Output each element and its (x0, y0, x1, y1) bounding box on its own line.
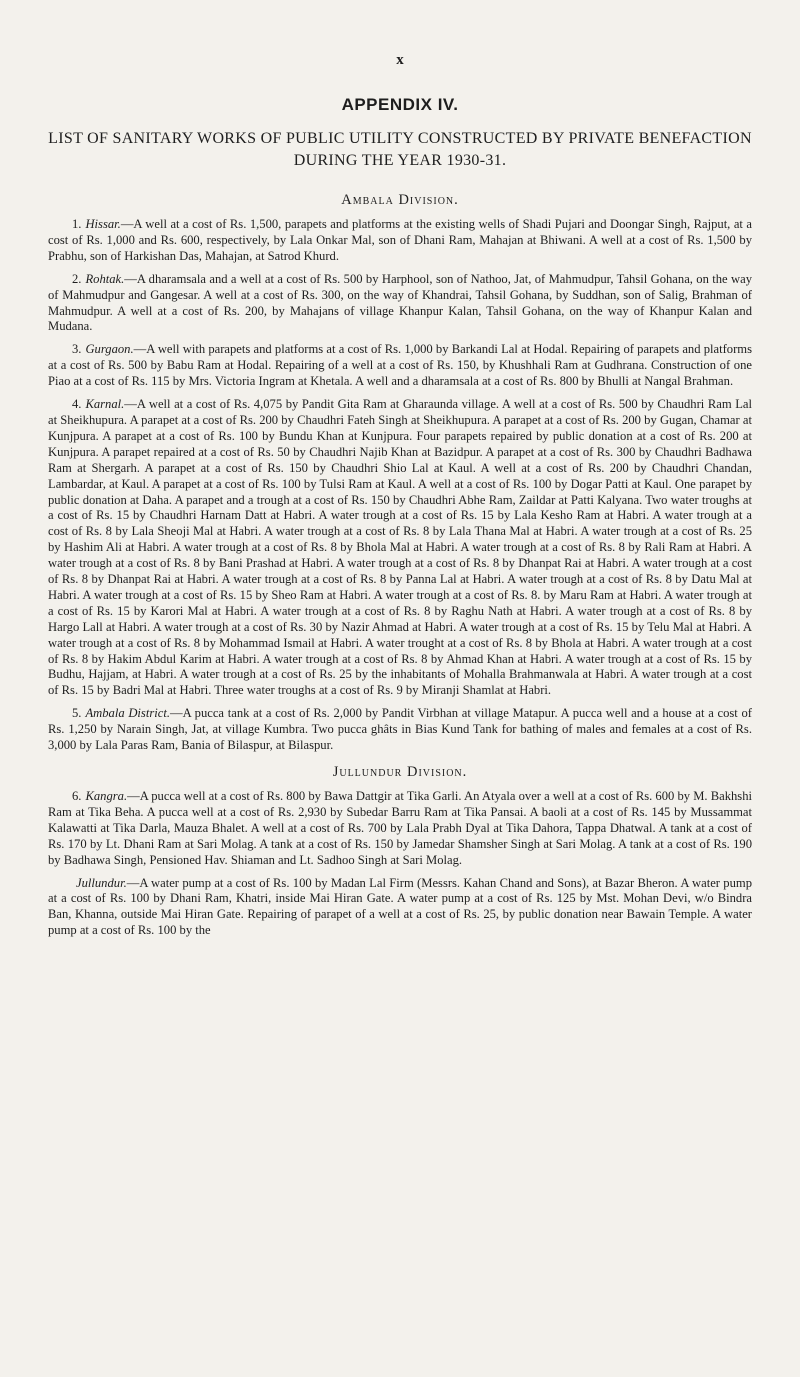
entry-text: —A well with parapets and platforms at a cost of Rs. 1,000 by Barkandi Lal at Hodal. Repairing of parapets and platforms at a cost of Rs. 500 by Babu Ram at Hodal. Repairing of a well at a cost of Rs. 150, by Khushhali Ram at Gudhrana. Construction of one Piao at a cost of Rs. 115 by Mrs. Victoria Ingram at Khetala. A well and a dharamsala at a cost of Rs. 800 by Bhulli at Nangal Brahman. (48, 342, 752, 389)
division-heading-jullundur: Jullundur Division. (332, 764, 468, 780)
district-name: Ambala District. (85, 706, 170, 721)
district-name: Kangra. (85, 789, 128, 803)
document-title: LIST OF SANITARY WORKS OF PUBLIC UTILITY CONSTRUCTED BY PRIVATE BENEFACTION DURING THE YEAR 1930-31. (48, 130, 752, 169)
district-name: Karnal. (85, 397, 125, 412)
entry-karnal (48, 397, 752, 699)
district-name: Gurgaon. (85, 342, 134, 357)
page-number: x (396, 52, 404, 68)
entry-text: —A pucca tank at a cost of Rs. 2,000 by Pandit Virbhan at village Matapur. A pucca well and a house at a cost of Rs. 1,250 by Narain Singh, Jat, at village Kumbra. Two pucca ghâts in Bias Kund Tank for bathing of males and females at a cost of Rs. 3,000 by Lala Paras Ram, Bania of Bilaspur, at Bilaspur. (48, 706, 752, 753)
district-name: Hissar. (85, 217, 121, 231)
entry-rohtak (48, 272, 752, 336)
entry-jullundur (48, 876, 752, 940)
entry-ambala-district (48, 706, 752, 754)
entry-number: 6. (72, 789, 82, 803)
appendix-heading: APPENDIX IV. (341, 95, 459, 114)
entry-number: 1. (72, 217, 82, 231)
entry-text: —A well at a cost of Rs. 1,500, parapets and platforms at the existing wells of Shadi Pujari and Doongar Singh, Rajput, at a cost of Rs. 1,000 and Rs. 600, respectively, by Lala Onkar Mal, son of Dhani Ram, Mahajan at Bhiwani. A well at a cost of Rs. 1,500 by Prabhu, son of Harkishan Das, Mahajan, at Satrod Khurd. (48, 217, 752, 263)
division-heading-ambala: Ambala Division. (341, 192, 459, 208)
entry-text: —A water pump at a cost of Rs. 100 by Madan Lal Firm (Messrs. Kahan Chand and Sons), at Bazar Bheron. A water pump at a cost of Rs. 100 by Dhani Ram, Khatri, inside Mai Hiran Gate. A water pump at a cost of Rs. 125 by Mst. Mohan Devi, w/o Bindra Ban, Khanna, outside Mai Hiran Gate. Repairing of parapet of a well at a cost of Rs. 25, by public donation near Bawain Temple. A water pump at a cost of Rs. 100 by the (48, 875, 752, 938)
entry-number: 4. (72, 397, 82, 412)
entry-hissar (48, 217, 752, 265)
entry-kangra (48, 789, 752, 869)
entry-text: —A well at a cost of Rs. 4,075 by Pandit Gita Ram at Gharaunda village. A well at a cost of Rs. 500 by Chaudhri Ram Lal at Sheikhupura. A parapet at a cost of Rs. 200 by Chaudhri Fateh Singh at Sheikhupura. A parapet at a cost of Rs. 200 by Gugan, Chamar at Kunjpura. A parapet at a cost of Rs. 100 by Bundu Khan at Kunjpura. Four parapets repaired by public donation at a cost of Rs. 200 at Kunjpura. A parapet repaired at a cost of Rs. 50 by Chaudhri Najib Khan at Bazidpur. A parapet at a cost of Rs. 300 by Chaudhri Badhawa Ram at Shergarh. A parapet at a cost of Rs. 150 by Chaudhri Shio Lal at Kaul. A well at a cost of Rs. 200 by Chaudhri Chandan, Lambardar, at Kaul. A parapet at a cost of Rs. 100 by Tulsi Ram at Kaul. A well at a cost of Rs. 100 by Dogar Patti at Kaul. One parapet by public donation at Daha. A parapet and a trough at a cost of Rs. 150 by Chaudhri Abhe Ram, Zaildar at Patti Kalyana. Two water troughs at a cost of Rs. 15 by Chaudhri Harnam Datt at Habri. A water trough at a cost of Rs. 15 by Lala Kesho Ram at Habri. A water trough at a cost of Rs. 8 by Lala Sheoji Mal at Habri. A water trough at a cost of Rs. 8 by Lala Thana Mal at Habri. A water trough at a cost of Rs. 25 by Hashim Ali at Habri. A water trough at a cost of Rs. 8 by Bhola Mal at Habri. A water trough at a cost of Rs. 8 by Rali Ram at Habri. A water trough at a cost of Rs. 8 by Bani Prashad at Habri. A water trough at a cost of Rs. 8 by Dhanpat Rai at Habri. A water trough at a cost of Rs. 8 by Dhanpat Rai at Habri. A water trough at a cost of Rs. 8 by Panna Lal at Habri. A water trough at a cost of Rs. 8 by Datu Mal at Habri. A water trough at a cost of Rs. 15 by Sheo Ram at Habri. A water trough at a cost of Rs. 8. by Maru Ram at Habri. A water trough at a cost of Rs. 15 by Karori Mal at Habri. A water trough at a cost of Rs. 8 by Raghu Nath at Habri. A water trough at a cost of Rs. 8 by Hargo Lall at Habri. A water trough at a cost of Rs. 30 by Nazir Ahmad at Habri. A water trough at a cost of Rs. 15 by Telu Mal at Habri. A water trough at a cost of Rs. 8 by Mohammad Ismail at Habri. A water trought at a cost of Rs. 8 by Bhola at Habri. A water trough at a cost of Rs. 8 by Hakim Abdul Karim at Habri. A water trough at a cost of Rs. 8 by Ahmad Khan at Habri. A water trough at a cost of Rs. 15 by Budhu, Hajjam, at Habri. A water trough at a cost of Rs. 25 by the inhabitants of Mohalla Brahmanwala at Habri. A water trough at a cost of Rs. 15 by Badri Mal at Habri. Three water troughs at a cost of Rs. 9 by Miranji Shamlat at Habri. (48, 397, 752, 698)
district-name: Rohtak. (85, 271, 125, 286)
district-name: Jullundur. (76, 875, 127, 890)
entry-gurgaon (48, 342, 752, 390)
entry-text: —A pucca well at a cost of Rs. 800 by Bawa Dattgir at Tika Garli. An Atyala over a well at a cost of Rs. 600 by M. Bakhshi Ram at Tika Beha. A pucca well at a cost of Rs. 2,930 by Subedar Barru Ram at Tika Pansai. A baoli at a cost of Rs. 145 by Mussammat Kalawatti at Tika Darla, Mauza Bhalet. A well at a cost of Rs. 700 by Lala Prabh Dyal at Tika Dahora, Tappa Dhatwal. A tank at a cost of Rs. 170 by Lt. Dhani Ram at Sari Molag. A tank at a cost of Rs. 150 by Jamedar Shamsher Singh at Sari Molag. A tank at a cost of Rs. 190 by Badhawa Singh, Pensioned Hav. Shiaman and Lt. Sadhoo Singh at Sari Molag. (48, 789, 752, 867)
document-body (48, 188, 752, 946)
entry-number: 5. (72, 706, 82, 721)
entry-number: 3. (72, 342, 82, 357)
entry-text: —A dharamsala and a well at a cost of Rs. 500 by Harphool, son of Nathoo, Jat, of Mahmudpur, Tahsil Gohana, on the way of Mahmudpur and Gangesar. A well at a cost of Rs. 300, on the way of Khandrai, Tahsil Gohana, by Suddhan, son of Salig, Brahman of Mahmudpur. A well at a cost of Rs. 200, by Mahajans of village Khanpur Kalan, Tahsil Gohana, on the way of Khanpur Kalan and Mudana. (48, 271, 752, 334)
entry-number: 2. (72, 271, 82, 286)
